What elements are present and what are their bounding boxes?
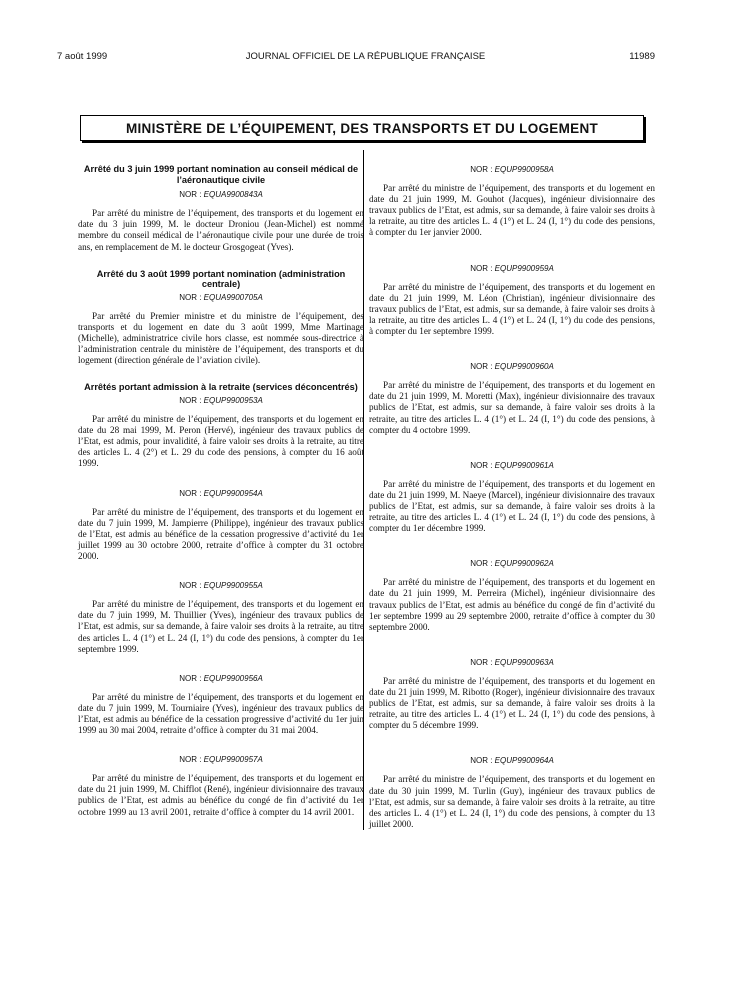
decree-title: Arrêté du 3 juin 1999 portant nomination au conseil médical de l’aéronautique civile xyxy=(83,164,359,185)
nor-reference: NOR : EQUP9900955A xyxy=(179,581,263,591)
header-date: 7 août 1999 xyxy=(57,51,108,62)
nor-reference: NOR : EQUA9900705A xyxy=(179,292,263,302)
decree-text: Par arrêté du ministre de l’équipement, des transports et du logement en date du 21 juin 1999, M. Naeye (Marcel), ingénieur divisionnaire des travaux publics de l’Etat, est admis, sur sa demande, à faire valoir ses droits à la retraite, au titre des articles L. 4 (1°) et L. 24 (I, 1°) du code des pensions, à compter du 1er décembre 1999. xyxy=(369,478,655,534)
decree-block xyxy=(369,657,655,732)
nor-code: EQUP9900961A xyxy=(494,460,554,470)
decree-text: Par arrêté du ministre de l’équipement, des transports et du logement en date du 7 juin 1999, M. Jampierre (Philippe), ingénieur des travaux publics de l’Etat, est admis au bénéfice de la cessation progressive d’activité du 1er juillet 1999 au 30 octobre 2000, retraite d’office à compter du 31 octobre 2000. xyxy=(78,506,364,562)
nor-reference: NOR : EQUA9900843A xyxy=(179,190,263,200)
decree-block xyxy=(369,263,655,338)
nor-code: EQUP9900960A xyxy=(494,362,554,372)
decree-text: Par arrêté du ministre de l’équipement, des transports et du logement en date du 7 juin 1999, M. Tourniaire (Yves), ingénieur des travaux publics de l’Etat, est admis au bénéfice de la cessation progressive d’activité du 1er juin 1999 au 30 mai 2004, retraite d’office à compter du 31 mai 2004. xyxy=(78,691,364,736)
left-column xyxy=(78,160,364,818)
nor-code: EQUP9900963A xyxy=(494,657,554,667)
nor-code: EQUP9900956A xyxy=(203,673,263,683)
nor-reference: NOR : EQUP9900961A xyxy=(470,460,554,470)
nor-reference: NOR : EQUP9900953A xyxy=(179,396,263,405)
nor-reference: NOR : EQUP9900959A xyxy=(470,263,554,273)
decree-block xyxy=(78,382,364,469)
header-journal-title: JOURNAL OFFICIEL DE LA RÉPUBLIQUE FRANÇAISE xyxy=(245,51,486,62)
nor-reference: NOR : EQUP9900958A xyxy=(470,165,554,174)
decree-block xyxy=(78,754,364,817)
nor-code: EQUA9900705A xyxy=(203,292,263,302)
decree-block xyxy=(78,269,364,367)
nor-reference: NOR : EQUP9900957A xyxy=(179,755,263,765)
decree-block xyxy=(369,361,655,436)
nor-code: EQUP9900957A xyxy=(203,755,263,765)
nor-code: EQUP9900955A xyxy=(203,581,263,591)
nor-code: EQUP9900953A xyxy=(203,396,263,405)
decree-title: Arrêté du 3 août 1999 portant nomination (administration centrale) xyxy=(96,268,346,290)
nor-code: EQUA9900843A xyxy=(203,190,263,200)
nor-code: EQUP9900962A xyxy=(494,559,554,569)
decree-block xyxy=(369,755,655,830)
decree-block xyxy=(369,164,655,239)
decree-text: Par arrêté du ministre de l’équipement, des transports et du logement en date du 21 juin 1999, M. Gouhot (Jacques), ingénieur divisionnaire des travaux publics de l’Etat, est admis, sur sa demande, à faire valoir ses droits à la retraite, au titre des articles L. 4 (1°) et L. 24 (I, 1°) du code des pensions, à compter du 1er janvier 2000. xyxy=(369,183,655,238)
decree-block xyxy=(78,673,364,736)
nor-reference: NOR : EQUP9900960A xyxy=(470,362,554,372)
nor-reference: NOR : EQUP9900963A xyxy=(470,657,554,667)
right-column xyxy=(369,160,655,830)
nor-code: EQUP9900964A xyxy=(494,756,554,766)
decree-text: Par arrêté du ministre de l’équipement, des transports et du logement en date du 21 juin 1999, M. Perreira (Michel), ingénieur divisionnaire des travaux publics de l’Etat, est admis au bénéfice du congé de fin d’activité du 1er septembre 1999 au 29 septembre 2000, retraite d’office à compter du 30 septembre 2000. xyxy=(369,577,655,632)
decree-text: Par arrêté du ministre de l’équipement, des transports et du logement en date du 3 juin 1999, M. le docteur Droniou (Jean-Michel) est nommé membre du conseil médical de l’aéronautique civile pour une durée de trois ans, en remplacement de M. le docteur Grosgogeat (Yves). xyxy=(78,208,364,252)
ministry-banner: MINISTÈRE DE L’ÉQUIPEMENT, DES TRANSPORTS ET DU LOGEMENT xyxy=(80,115,644,141)
decree-text: Par arrêté du ministre de l’équipement, des transports et du logement en date du 7 juin 1999, M. Thuillier (Yves), ingénieur des travaux publics de l’Etat, est admis, sur sa demande, à faire valoir ses droits à la retraite, au titre des articles L. 4 (1°) et L. 24 (I, 1°) du code des pensions, à compter du 1er septembre 1999. xyxy=(78,599,364,654)
decree-text: Par arrêté du ministre de l’équipement, des transports et du logement en date du 21 juin 1999, M. Chifflot (René), ingénieur divisionnaire des travaux publics de l’Etat, est admis au bénéfice du congé de fin d’activité du 1er octobre 1999 au 13 avril 2001, retraite d’office à compter du 14 avril 2001. xyxy=(78,773,364,817)
header-page-number: 11989 xyxy=(629,51,655,62)
decree-text: Par arrêté du ministre de l’équipement, des transports et du logement en date du 21 juin 1999, M. Léon (Christian), ingénieur divisionnaire des travaux publics de l’Etat, est admis, sur sa demande, à faire valoir ses droits à la retraite, au titre des articles L. 4 (1°) et L. 24 (I, 1°) du code des pensions, à compter du 1er septembre 1999. xyxy=(369,281,655,337)
decree-text: Par arrêté du ministre de l’équipement, des transports et du logement en date du 21 juin 1999, M. Ribotto (Roger), ingénieur divisionnaire des travaux publics de l’Etat, est admis, sur sa demande, à faire valoir ses droits à la retraite, au titre des articles L. 4 (1°) et L. 24 (I, 1°) du code des pensions, à compter du 5 décembre 1999. xyxy=(369,675,655,731)
nor-reference: NOR : EQUP9900964A xyxy=(470,756,554,766)
nor-reference: NOR : EQUP9900954A xyxy=(179,488,263,498)
nor-code: EQUP9900954A xyxy=(203,488,263,498)
decree-block xyxy=(78,580,364,655)
decree-block xyxy=(78,164,364,253)
nor-code: EQUP9900958A xyxy=(494,165,554,174)
decree-block xyxy=(369,558,655,633)
decree-text: Par arrêté du ministre de l’équipement, des transports et du logement en date du 30 juin 1999, M. Turlin (Guy), ingénieur des travaux publics de l’Etat, est admis, sur sa demande, à faire valoir ses droits à la retraite, au titre des articles L. 4 (1°) et L. 24 (I, 1°) du code des pensions, à compter du 13 juillet 2000. xyxy=(369,774,655,829)
decree-block xyxy=(369,460,655,535)
decree-block xyxy=(78,488,364,563)
nor-code: EQUP9900959A xyxy=(494,263,554,273)
decree-text: Par arrêté du ministre de l’équipement, des transports et du logement en date du 21 juin 1999, M. Moretti (Max), ingénieur divisionnaire des travaux publics de l’Etat, est admis, sur sa demande, à faire valoir ses droits à la retraite, au titre des articles L. 4 (1°) et L. 24 (I, 1°) du code des pensions, à compter du 4 octobre 1999. xyxy=(369,380,655,435)
decree-title: Arrêtés portant admission à la retraite (services déconcentrés) xyxy=(84,382,358,393)
decree-text: Par arrêté du Premier ministre et du ministre de l’équipement, des transports et du logement en date du 3 août 1999, Mme Martinage (Michelle), administratrice civile hors classe, est nommée sous-directrice à l’administration centrale du ministère de l’équipement, des transports et du logement (direction générale de l’aviation civile). xyxy=(78,310,364,366)
nor-reference: NOR : EQUP9900962A xyxy=(470,559,554,569)
decree-text: Par arrêté du ministre de l’équipement, des transports et du logement en date du 28 mai 1999, M. Peron (Hervé), ingénieur des travaux publics de l’Etat, est admis, pour invalidité, à faire valoir ses droits à la retraite, au titre des articles L. 4 (2°) et L. 29 du code des pensions, à compter du 16 août 1999. xyxy=(78,414,364,469)
nor-reference: NOR : EQUP9900956A xyxy=(179,673,263,683)
